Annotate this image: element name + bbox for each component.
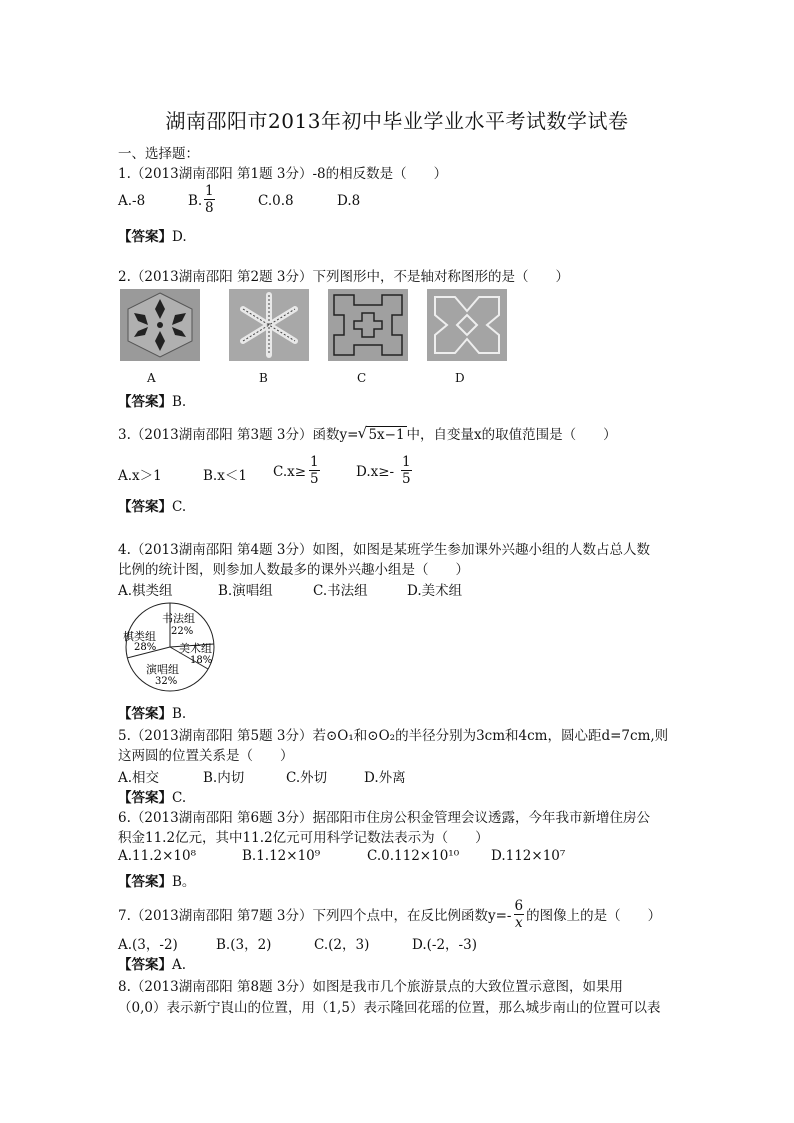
q6-option-c: C.0.112×10¹⁰ <box>367 848 460 864</box>
answer-value: A. <box>172 957 187 973</box>
answer-label: 【答案】 <box>118 229 172 245</box>
figure-d-label: D <box>455 371 465 385</box>
q3-option-c-fraction <box>309 454 320 487</box>
answer-label: 【答案】 <box>118 706 172 722</box>
q6-option-b: B.1.12×10⁹ <box>242 848 321 864</box>
pie-chart <box>118 600 224 692</box>
pie-pct-shufa: 22% <box>171 626 194 637</box>
q3-text-after: 中，自变量x的取值范围是（ ） <box>406 427 617 443</box>
answer-value: C. <box>172 499 187 515</box>
fraction-denominator: 5 <box>310 471 319 487</box>
cross-lattice-pattern-icon <box>328 289 408 361</box>
q1-option-c: C.0.8 <box>258 193 294 209</box>
question-7-text <box>118 900 661 933</box>
q3-option-b: B.x＜1 <box>203 468 247 484</box>
q5-answer <box>118 786 186 806</box>
section-heading: 一、选择题： <box>118 146 199 162</box>
q1-option-b-prefix: B. <box>188 193 203 209</box>
quatrefoil-pattern-icon <box>427 289 507 361</box>
answer-value: B. <box>172 706 187 722</box>
answer-value: B。 <box>172 874 196 890</box>
question-4-text-line1: 4.（2013湖南邵阳 第4题 3分）如图，如图是某班学生参加课外兴趣小组的人数占总人数 <box>118 542 650 558</box>
sqrt-symbol: √ <box>357 424 367 442</box>
answer-value: D. <box>172 229 187 245</box>
q7-answer <box>118 953 186 973</box>
question-8-text-line1: 8.（2013湖南邵阳 第8题 3分）如图是我市几个旅游景点的大致位置示意图，如果用 <box>118 979 623 995</box>
q1-option-d: D.8 <box>337 193 361 209</box>
hexagon-star-pattern-icon <box>120 289 200 361</box>
figure-c-image <box>328 289 408 361</box>
q6-option-a: A.11.2×10⁸ <box>118 848 197 864</box>
q4-option-b: B.演唱组 <box>218 583 273 599</box>
q7-option-d: D.(-2，-3) <box>412 937 477 953</box>
q5-option-a: A.相交 <box>118 770 160 786</box>
pie-pct-meishu: 18% <box>190 655 213 666</box>
fraction-numerator: 1 <box>310 454 319 470</box>
question-6-text-line1: 6.（2013湖南邵阳 第6题 3分）据邵阳市住房公积金管理会议透露，今年我市新增住房公 <box>118 810 650 826</box>
q3-option-a: A.x＞1 <box>118 468 162 484</box>
question-1-text: 1.（2013湖南邵阳 第1题 3分）-8的相反数是（ ） <box>118 166 448 182</box>
q4-option-a: A.棋类组 <box>118 583 173 599</box>
figure-b-image <box>229 289 309 361</box>
page-title: 湖南邵阳市2013年初中毕业学业水平考试数学试卷 <box>165 109 629 133</box>
q3-text-before: 3.（2013湖南邵阳 第3题 3分）函数y= <box>118 427 359 443</box>
question-2-text: 2.（2013湖南邵阳 第2题 3分）下列图形中，不是轴对称图形的是（ ） <box>118 269 569 285</box>
pie-pct-qilei: 28% <box>134 642 157 653</box>
question-8-text-line2: （0,0）表示新宁崀山的位置，用（1,5）表示隆回花瑶的位置，那么城步南山的位置可以表 <box>118 1000 661 1016</box>
q3-option-c-prefix: C.x≥ <box>273 464 307 480</box>
fraction-numerator: 6 <box>514 898 524 914</box>
q3-answer <box>118 495 186 515</box>
figure-d-image <box>427 289 507 361</box>
q7-fraction <box>514 898 525 931</box>
figure-a-label: A <box>147 371 156 385</box>
q3-option-d-prefix: D.x≥- <box>356 464 395 480</box>
fraction-numerator: 1 <box>205 183 214 199</box>
fraction-denominator: 5 <box>402 471 411 487</box>
answer-value: B. <box>172 394 187 410</box>
fraction-denominator: 8 <box>205 200 214 216</box>
answer-label: 【答案】 <box>118 394 172 410</box>
fraction-denominator: x <box>514 915 523 931</box>
answer-label: 【答案】 <box>118 874 172 890</box>
figure-a-image <box>120 289 200 361</box>
answer-label: 【答案】 <box>118 790 172 806</box>
question-4-text-line2: 比例的统计图，则参加人数最多的课外兴趣小组是（ ） <box>118 562 469 578</box>
answer-value: C. <box>172 790 187 806</box>
q5-option-b: B.内切 <box>203 770 245 786</box>
q7-text-before: 7.（2013湖南邵阳 第7题 3分）下列四个点中，在反比例函数y=- <box>118 908 512 924</box>
answer-label: 【答案】 <box>118 499 172 515</box>
pie-pct-yanchang: 32% <box>155 676 178 687</box>
q5-option-c: C.外切 <box>286 770 328 786</box>
q4-option-d: D.美术组 <box>407 583 463 599</box>
question-3-text <box>118 423 617 443</box>
q5-option-d: D.外离 <box>364 770 406 786</box>
q1-answer <box>118 225 187 245</box>
q1-option-b-fraction <box>204 183 215 216</box>
q7-option-a: A.(3，-2) <box>118 937 178 953</box>
q4-option-c: C.书法组 <box>313 583 368 599</box>
question-5-text-line1: 5.（2013湖南邵阳 第5题 3分）若⊙O₁和⊙O₂的半径分别为3cm和4cm，圆心距d=7cm,则 <box>118 728 669 744</box>
q6-option-d: D.112×10⁷ <box>491 848 566 864</box>
q1-option-a: A.-8 <box>118 193 146 209</box>
question-5-text-line2: 这两圆的位置关系是（ ） <box>118 748 294 764</box>
fraction-numerator: 1 <box>402 454 411 470</box>
pie-label-qilei: 棋类组 <box>123 630 156 643</box>
q7-text-after: 的图像上的是（ ） <box>526 908 662 924</box>
pie-label-yanchang: 演唱组 <box>146 663 179 676</box>
q6-answer <box>118 870 195 890</box>
figure-b-label: B <box>259 371 268 385</box>
q2-answer <box>118 390 186 410</box>
answer-label: 【答案】 <box>118 957 172 973</box>
q4-answer <box>118 702 186 722</box>
q3-radicand: 5x−1 <box>368 427 405 443</box>
figure-c-label: C <box>357 371 367 385</box>
q7-option-b: B.(3，2) <box>216 937 272 953</box>
radical-sign <box>357 424 406 443</box>
pie-label-shufa: 书法组 <box>162 612 195 625</box>
q7-option-c: C.(2，3) <box>314 937 370 953</box>
pie-label-meishu: 美术组 <box>179 642 212 655</box>
snowflake-pattern-icon <box>229 289 309 361</box>
q3-option-d-fraction <box>401 454 412 487</box>
question-6-text-line2: 积金11.2亿元，其中11.2亿元可用科学记数法表示为（ ） <box>118 830 489 846</box>
